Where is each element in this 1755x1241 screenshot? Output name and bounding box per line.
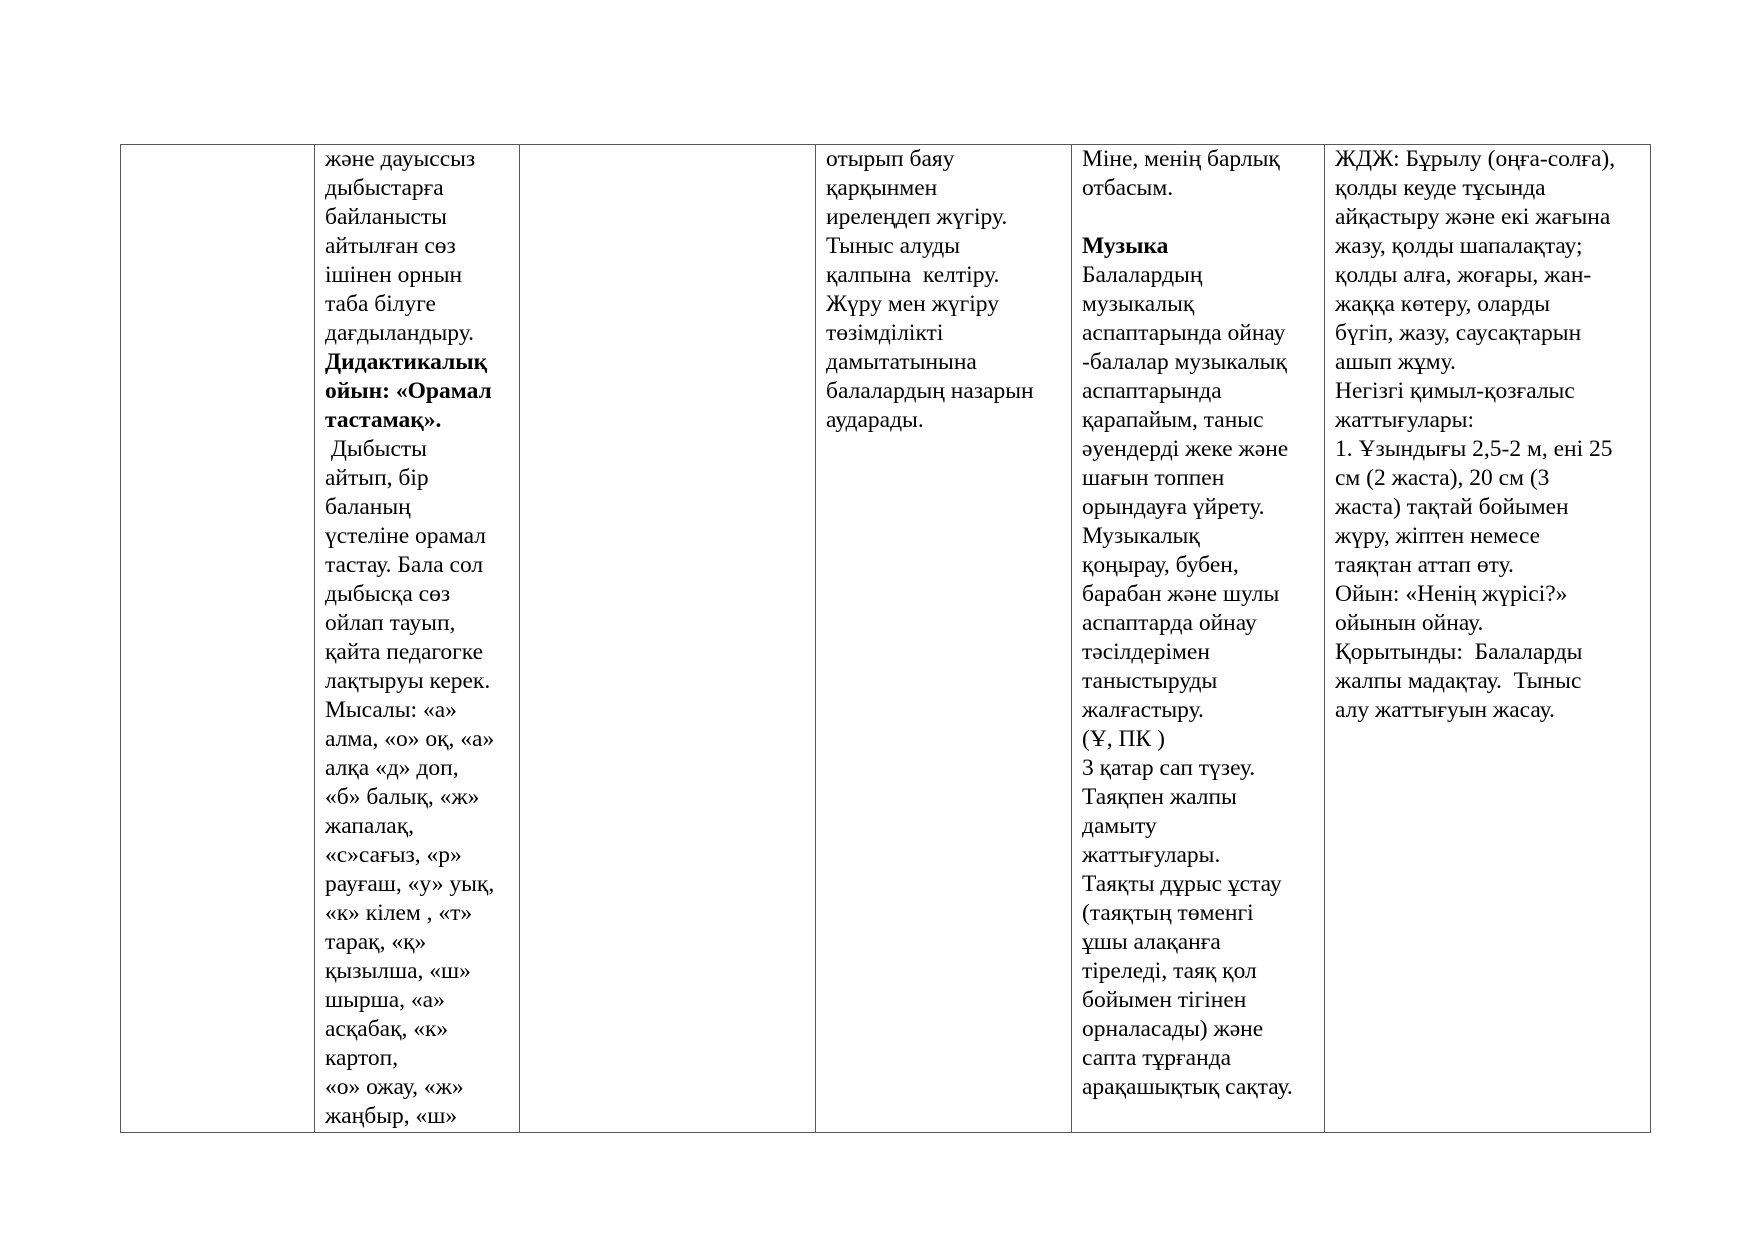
text-line: аударады. [826, 407, 924, 433]
text-line: әуендерді жеке және [1082, 436, 1289, 462]
table-cell-col2 [315, 145, 520, 1133]
text-line: Ойын: «Ненің жүрісі?» [1335, 581, 1568, 607]
bold-text-line: Музыка [1082, 233, 1169, 259]
text-line: алма, «о» оқ, «а» [325, 726, 495, 752]
table-cell-col4 [816, 145, 1072, 1133]
text-line: музыкалық [1082, 291, 1195, 317]
text-line [1082, 203, 1320, 232]
text-line: 3 қатар сап түзеу. [1082, 755, 1256, 781]
text-line: төзімділікті [826, 320, 944, 346]
bold-text-line: ойын: «Орамал [325, 378, 492, 404]
text-line: қалпына келтіру. [826, 262, 1000, 288]
text-line: (таяқтың төменгі [1082, 900, 1254, 926]
text-line: ойлап тауып, [325, 610, 456, 636]
text-line: Таяқты дұрыс ұстау [1082, 871, 1282, 897]
text-line: орналасады) және [1082, 1016, 1264, 1042]
table-cell-col6 [1325, 145, 1651, 1133]
text-line: қайта педагогке [325, 639, 484, 665]
text-line: тастау. Бала сол [325, 552, 484, 578]
text-line: «б» балық, «ж» [325, 784, 480, 810]
text-line: «к» кілем , «т» [325, 900, 473, 926]
lesson-plan-table [120, 144, 1651, 1133]
text-line: лақтыруы керек. [325, 668, 491, 694]
text-line: аспаптарда ойнау [1082, 610, 1257, 636]
text-line: қарапайым, таныс [1082, 407, 1264, 433]
text-line: ашып жұму. [1335, 349, 1456, 375]
text-line: (Ұ, ПК ) [1082, 726, 1165, 752]
text-line: ұшы алақанға [1082, 929, 1221, 955]
text-line: рауғаш, «у» уық, [325, 871, 495, 897]
text-line: отбасым. [1082, 175, 1174, 201]
text-line: жаққа көтеру, оларды [1335, 291, 1551, 317]
text-line: Негізгі қимыл-қозғалыс [1335, 378, 1575, 404]
text-line: жаңбыр, «ш» [325, 1103, 458, 1129]
text-line: Міне, менің барлық [1082, 146, 1280, 172]
text-line: Мысалы: «а» [325, 697, 457, 723]
text-line: дыбысқа сөз [325, 581, 451, 607]
text-line: дағдыландыру. [325, 320, 474, 346]
text-line: жаста) тақтай бойымен [1335, 494, 1569, 520]
text-line: ирелеңдеп жүгіру. [826, 204, 1008, 230]
text-line: ойынын ойнау. [1335, 610, 1484, 636]
text-line: дамытатынына [826, 349, 977, 375]
text-line: -балалар музыкалық [1082, 349, 1287, 375]
text-line: жалғастыру. [1082, 697, 1204, 723]
text-line: қоңырау, бубен, [1082, 552, 1239, 578]
text-line: жаттығулары. [1082, 842, 1221, 868]
table-row [121, 145, 1651, 1133]
text-line: Балалардың [1082, 262, 1203, 288]
text-line: орындауға үйрету. [1082, 494, 1265, 520]
text-line: алқа «д» доп, [325, 755, 459, 781]
text-line: барабан және шулы [1082, 581, 1280, 607]
text-line: аспаптарында ойнау [1082, 320, 1286, 346]
text-line: алу жаттығуын жасау. [1335, 697, 1555, 723]
text-line: ЖДЖ: Бұрылу (оңға-солға), [1335, 146, 1616, 172]
text-line: тарақ, «қ» [325, 929, 427, 955]
text-line: балалардың назарын [826, 378, 1034, 404]
text-line: «о» ожау, «ж» [325, 1074, 464, 1100]
table-cell-col5 [1072, 145, 1325, 1133]
text-line: айтып, бір [325, 465, 429, 491]
text-line: қарқынмен [826, 175, 938, 201]
text-line: таяқтан аттап өту. [1335, 552, 1514, 578]
text-line: үстеліне орамал [325, 523, 487, 549]
text-line: шағын топпен [1082, 465, 1225, 491]
text-line: бүгіп, жазу, саусақтарын [1335, 320, 1582, 346]
text-line: дыбыстарға [325, 175, 444, 201]
text-line: таныстыруды [1082, 668, 1218, 694]
text-line: асқабақ, «к» [325, 1016, 449, 1042]
text-line: қолды кеуде тұсында [1335, 175, 1546, 201]
text-line: Тыныс алуды [826, 233, 961, 259]
text-line: бойымен тігінен [1082, 987, 1247, 1013]
text-line: Жүру мен жүгіру [826, 291, 999, 317]
text-line: ішінен орнын [325, 262, 463, 288]
text-line: тәсілдерімен [1082, 639, 1210, 665]
text-line: қызылша, «ш» [325, 958, 471, 984]
text-line: байланысты [325, 204, 447, 230]
bold-text-line: тастамақ». [325, 407, 442, 433]
text-line: картоп, [325, 1045, 399, 1071]
text-line: айқастыру және екі жағына [1335, 204, 1611, 230]
text-line: және дауыссыз [325, 146, 476, 172]
text-line: тіреледі, таяқ қол [1082, 958, 1257, 984]
text-line: жапалақ, [325, 813, 415, 839]
text-line: баланың [325, 494, 411, 520]
text-line: Музыкалық [1082, 523, 1200, 549]
text-line: дамыту [1082, 813, 1157, 839]
text-line: қолды алға, жоғары, жан- [1335, 262, 1592, 288]
text-line: см (2 жаста), 20 см (3 [1335, 465, 1550, 491]
text-line: жаттығулары: [1335, 407, 1474, 433]
bold-text-line: Дидактикалық [325, 349, 488, 375]
text-line: 1. Ұзындығы 2,5-2 м, ені 25 [1335, 436, 1613, 462]
text-line: жазу, қолды шапалақтау; [1335, 233, 1583, 259]
text-line: жүру, жіптен немесе [1335, 523, 1541, 549]
text-line: Таяқпен жалпы [1082, 784, 1237, 810]
text-line: сапта тұрғанда [1082, 1045, 1232, 1071]
text-line: «с»сағыз, «р» [325, 842, 462, 868]
text-line: арақашықтық сақтау. [1082, 1074, 1293, 1100]
text-line: таба білуге [325, 291, 436, 317]
table-cell-col3 [520, 145, 816, 1133]
text-line: шырша, «а» [325, 987, 445, 1013]
text-line: жалпы мадақтау. Тыныс [1335, 668, 1582, 694]
table-cell-col1 [121, 145, 315, 1133]
text-line: Қорытынды: Балаларды [1335, 639, 1583, 665]
text-line: отырып баяу [826, 146, 955, 172]
text-line: Дыбысты [325, 436, 427, 462]
text-line: айтылған сөз [325, 233, 456, 259]
text-line: аспаптарында [1082, 378, 1222, 404]
